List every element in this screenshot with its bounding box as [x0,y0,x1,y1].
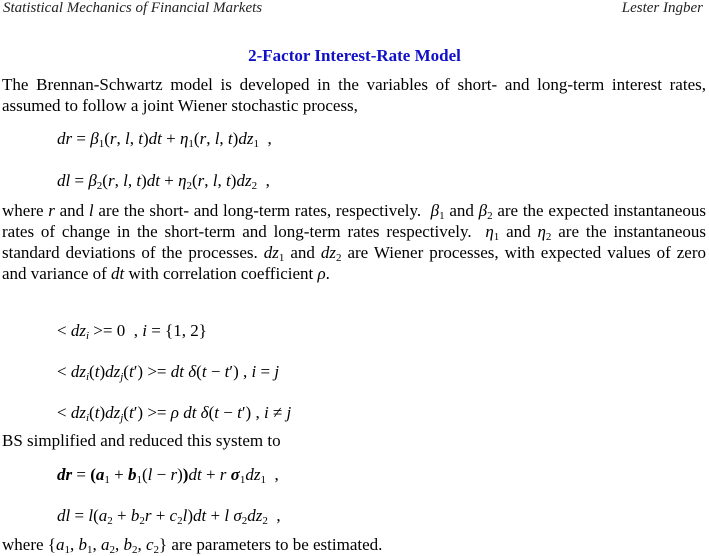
closing-sentence: where {$a_1$, $b_1$, $a_2$, $b_2$, $c_2$} are parameters to be estimated. [2,535,383,556]
equation-dl: dl = $\beta_2(r$, l, $t)dt + \eta_2(r$, l, $t)dz_2$ , [57,171,270,192]
equation-bs-dl: dl = $l(a_2 + b_2r + c_2l)dt + l$ $\sigma_2dz_2$ , [57,506,281,527]
section-title: 2-Factor Interest-Rate Model [248,46,461,65]
intro-paragraph: The Brennan-Schwartz model is developed in the variables of short- and long-term interest rates, assumed to follow a joint Wiener stochastic process, [2,75,706,115]
running-header-author: Lester Ingber [621,0,703,16]
equation-bs-dr: dr = $(a_1 + b_1(l - r))dt + r$ $\sigma_1dz_1$ , [57,465,279,486]
running-header-title: Statistical Mechanics of Financial Markets [3,0,263,16]
equation-dr: dr = $\beta_1(r$, l, $t)dt + \eta_1(r$, l, $t)dz_1$ , [57,129,272,150]
equation-variance: < $dz_i(t)dz_j(t')$ >= dt δ(t − t′) , i = j [57,362,280,383]
closing-text: are parameters to be estimated. [171,535,383,554]
bs-sentence: BS simplified and reduced this system to [2,431,281,450]
definitions-paragraph: where r and l are the short- and long-term rates, respectively. $\beta_1$ and $\beta_2$ are the expected instantaneous rates of change in the short-term and long-term rates respectively. $\eta_1$ and $\eta_2$ are the instantaneous standard deviations of the processes. $dz_1$ and $dz_2$ are Wiener processes, with expected values of zero and variance of dt with correlation coefficient ρ. [2,201,707,283]
equation-expectation: < $dz_i >= 0$ , i = {1, 2} [57,321,207,342]
equation-correlation: < $dz_i(t)dz_j(t') >= \rho$ dt δ(t − t′) , i ≠ j [57,403,292,424]
